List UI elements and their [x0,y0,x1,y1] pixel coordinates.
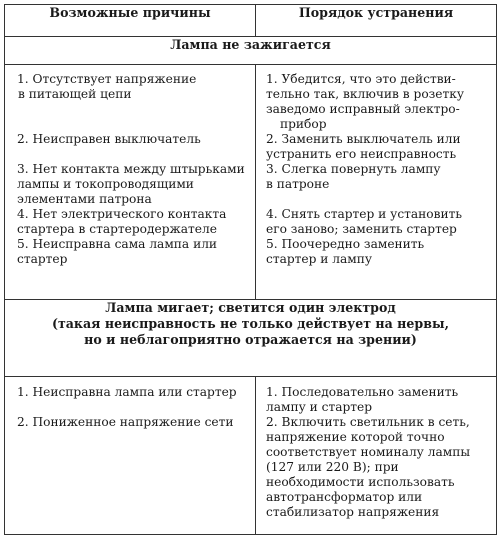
text-line: тельно так, включив в розетку [266,87,465,101]
text-line: заведомо исправный электро- [266,102,460,116]
remedy-item [266,415,470,520]
section-body-row [5,65,497,300]
text-line: 2. Пониженное напряжение сети [17,415,234,429]
text-line: 3. Нет контакта между штырьками [17,162,245,176]
text-line: стартер [17,252,68,266]
cause-item [17,385,237,400]
section-title-lamp-flickers [5,300,497,377]
troubleshooting-table [4,4,497,535]
remedies-cell [256,65,497,300]
remedy-item [266,72,464,132]
remedy-item [266,162,441,192]
remedy-item [266,132,461,162]
section-body-row [5,377,497,535]
text-line: 5. Поочередно заменить [266,237,425,251]
header-remedy: Порядок устранения [256,5,497,37]
text-line: в патроне [266,177,330,191]
text-line: 4. Нет электрического контакта [17,207,227,221]
remedies-cell [256,377,497,535]
text-line: 1. Неисправна лампа или стартер [17,385,237,399]
text-line: (127 или 220 В); при [266,460,399,474]
text-line: его заново; заменить стартер [266,222,457,236]
text-line: стартер и лампу [266,252,373,266]
text-line: 1. Последовательно заменить [266,385,459,399]
cause-item [17,72,196,102]
text-line: 2. Заменить выключатель или [266,132,461,146]
header-row [5,5,497,37]
section-title-row [5,300,497,377]
text-line: автотрансформатор или [266,490,423,504]
text-line: лампу и стартер [266,400,373,414]
text-line: 4. Снять стартер и установить [266,207,462,221]
text-line: 2. Неисправен выключатель [17,132,201,146]
text-line: 3. Слегка повернуть лампу [266,162,441,176]
cause-item [17,237,217,267]
cause-item [17,415,233,430]
text-line: элементами патрона [17,192,152,206]
remedy-item [266,237,424,267]
text-line: стабилизатор напряжения [266,505,440,519]
section-title-line: но и неблагоприятно отражается на зрении) [84,332,417,347]
section-title-lamp-not-lighting [5,37,497,65]
text-line: 1. Убедится, что это действи- [266,72,456,86]
section-title-line: Лампа мигает; светится один электрод [105,300,396,315]
text-line: 5. Неисправна сама лампа или [17,237,218,251]
causes-cell [5,65,256,300]
cause-item [17,132,201,147]
header-causes: Возможные причины [5,5,256,37]
text-line: прибор [280,117,327,131]
causes-cell [5,377,256,535]
section-title-row [5,37,497,65]
text-line: необходимости использовать [266,475,455,489]
remedy-item [266,385,458,415]
remedy-item [266,207,462,237]
text-line: напряжение которой точно [266,430,445,444]
text-line: лампы и токопроводящими [17,177,194,191]
text-line: соответствует номиналу лампы [266,445,471,459]
section-title-line: Лампа не зажигается [170,37,331,52]
section-title-line: (такая неисправность не только действует на нервы, [52,316,449,331]
cause-item [17,162,245,207]
text-line: в питающей цепи [18,87,132,101]
text-line: 2. Включить светильник в сеть, [266,415,470,429]
text-line: стартера в стартеродержателе [17,222,217,236]
text-line: 1. Отсутствует напряжение [17,72,197,86]
text-line: устранить его неисправность [266,147,457,161]
cause-item [17,207,226,237]
